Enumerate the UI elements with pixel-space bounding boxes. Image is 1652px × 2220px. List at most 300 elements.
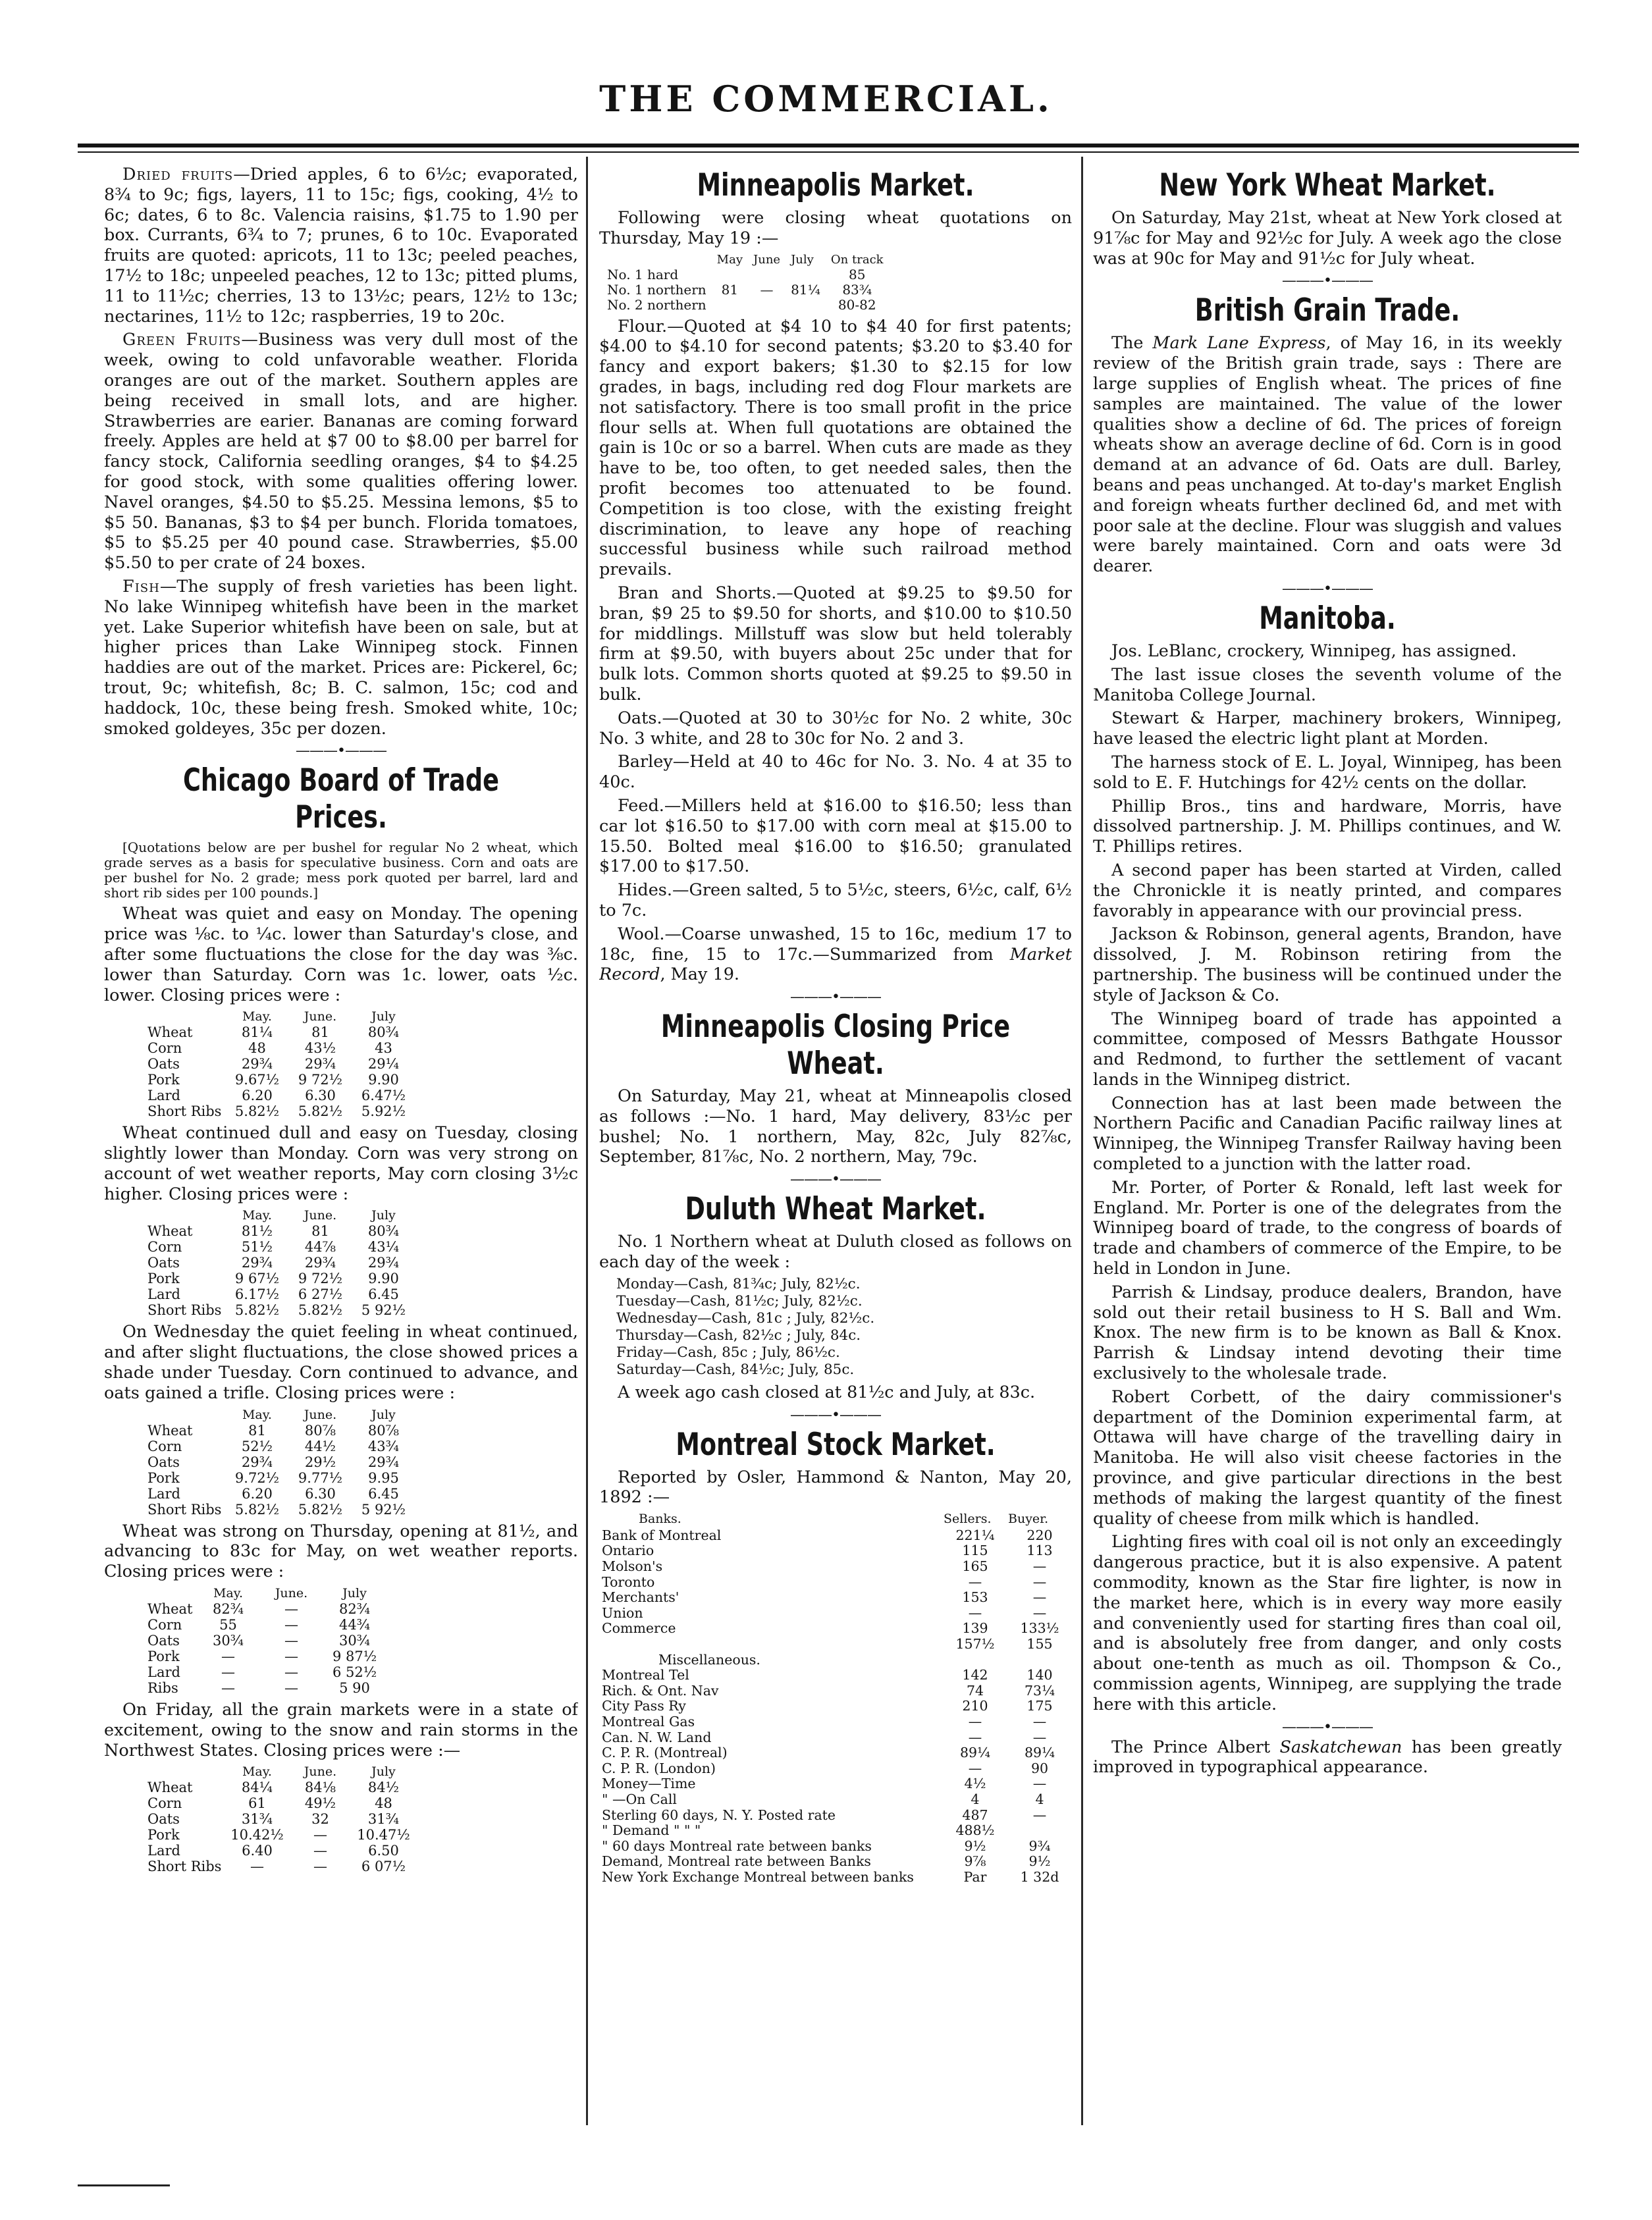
price-june: — (284, 1633, 298, 1649)
green-fruits-label: Green Fruits (122, 330, 242, 350)
sellers-price: — (968, 1760, 982, 1776)
security-name: " Demand " " " (602, 1822, 701, 1839)
bran-paragraph: Bran and Shorts.—Quoted at $9.25 to $9.50 for bran, $9 25 to $9.50 for shorts, and $10.00 to $10.50 for middlings. Millstuff was slow but held tolerably firm at $9.50, with buyers about 25c under that for bulk lots. Common shorts quoted at $9.25 to $9.50 in bulk. (599, 583, 1072, 704)
separator: ———•——— (790, 1171, 881, 1188)
sellers-price: — (968, 1573, 982, 1590)
table-row (144, 1843, 415, 1859)
price-may: 9.72½ (234, 1469, 280, 1486)
sellers-price: 221¼ (955, 1527, 995, 1543)
manitoba-item: The harness stock of E. L. Joyal, Winnipeg, has been sold to E. F. Hutchings for 42½ cents on the dollar. (1093, 752, 1562, 793)
buyer-price: — (1032, 1604, 1047, 1621)
separator: ———•——— (790, 989, 881, 1006)
table-row (144, 1271, 415, 1286)
dried-fruits-label: Dried fruits (122, 165, 234, 184)
duluth-intro: No. 1 Northern wheat at Duluth closed as follows on each day of the week : (599, 1232, 1072, 1273)
new-york-paragraph: On Saturday, May 21st, wheat at New York closed at 91⅞c for May and 92½c for July. A week ago the close was at 90c for May and 91½c for July wheat. (1093, 208, 1562, 269)
prince-pre: The Prince Albert (1111, 1737, 1271, 1757)
price-june: — (760, 281, 774, 298)
table-row (602, 298, 889, 313)
buyer-price: 73¼ (1025, 1682, 1055, 1699)
price-may: 6.20 (242, 1088, 273, 1104)
security-name: " —On Call (602, 1791, 677, 1807)
duluth-day: Monday—Cash, 81¾c; July, 82½c. (616, 1275, 861, 1292)
buyer-price: 89¼ (1025, 1745, 1055, 1761)
price-table-header (144, 1764, 415, 1780)
column-divider-right (1081, 157, 1083, 2125)
price-june: — (284, 1617, 298, 1633)
sellers-price: 74 (966, 1682, 984, 1699)
price-may: 61 (248, 1795, 266, 1812)
sellers-price: 4 (971, 1791, 980, 1807)
british-text: , of May 16, in its weekly review of the British grain trade, says : There are large supplies of English wheat. The prices of fine samples are maintained. The value of the lower qualities show a decline of 6d. The prices of foreign wheats show an average decline of 6d. Corn is in good demand at an advance of 6d. Oats are dull. Barley, beans and peas unchanged. At to-day's market English and foreign wheats further declined 6d, and met with poor sale at the decline. Flour was sluggish and values were barely maintained. Corn and oats were 3d dearer. (1093, 333, 1562, 577)
sellers-price: 89¼ (960, 1745, 990, 1761)
price-july: 80⅞ (367, 1422, 399, 1439)
buyer-price: 113 (1026, 1543, 1053, 1559)
security-name: Rich. & Ont. Nav (602, 1682, 719, 1699)
buyer-price: — (1032, 1573, 1047, 1590)
feed-paragraph: Feed.—Millers held at $16.00 to $16.50; less than car lot $16.50 to $17.00 with corn meal at $15.00 to 15.50. Bolted meal $16.00 to $16.50; granulated $17.00 to $17.50. (599, 795, 1072, 877)
price-june: 9.77½ (298, 1469, 343, 1486)
price-july (786, 267, 826, 282)
table-row (144, 1223, 415, 1239)
chicago-note: [Quotations below are per bushel for regular No 2 wheat, which grade serves as a basis for speculative business. Corn and oats are per bushel for No. 2 grade; mess pork quoted per barrel, lard and short rib sides per 100 pounds.] (104, 839, 578, 901)
price-may: 51½ (241, 1239, 273, 1255)
wool-date: , May 19. (660, 965, 740, 985)
price-table-corner (144, 1009, 225, 1024)
fish-paragraph (104, 577, 578, 739)
sellers-price: 4½ (964, 1776, 986, 1792)
green-fruits-paragraph (104, 330, 578, 573)
sellers-price: 9½ (964, 1837, 986, 1854)
minneapolis-closing-paragraph: On Saturday, May 21, wheat at Minneapolis closed as follows :—No. 1 hard, May delivery, 83½c per bushel; No. 1 northern, May, 82c, July 82⅞c, September, 81⅞c, No. 2 northern, May, 79c. (599, 1086, 1072, 1167)
commodity-name: Corn (147, 1795, 182, 1812)
table-row (144, 1056, 415, 1072)
commodity-name: Pork (147, 1271, 180, 1287)
price-july: 9 87½ (332, 1649, 377, 1665)
sellers-price: — (968, 1729, 982, 1745)
montreal-table-header (599, 1511, 1072, 1528)
price-july: 5 90 (339, 1680, 370, 1697)
table-row (599, 1606, 1072, 1622)
month-header: May. (242, 1407, 272, 1422)
british-paper-name: Mark Lane Express (1152, 333, 1326, 354)
sellers-price: 210 (962, 1698, 988, 1714)
hides-paragraph: Hides.—Green salted, 5 to 5½c, steers, 6½c, calf, 6½ to 7c. (599, 880, 1072, 920)
table-row (144, 1470, 415, 1486)
british-paragraph (1093, 333, 1562, 577)
buyer-price: 90 (1030, 1760, 1049, 1776)
security-name: Money—Time (602, 1776, 696, 1792)
price-june: 81 (311, 1024, 329, 1041)
table-row (144, 1286, 415, 1302)
separator: ———•——— (790, 1406, 881, 1423)
price-june: 43½ (304, 1040, 336, 1057)
table-row (144, 1072, 415, 1088)
price-july: 29¼ (367, 1056, 399, 1072)
table-row (144, 1633, 386, 1649)
table-row (599, 1745, 1072, 1761)
table-row (599, 1854, 1072, 1870)
price-track: 83¾ (842, 281, 872, 298)
security-name: Commerce (602, 1620, 676, 1637)
price-june: 29½ (304, 1454, 336, 1470)
duluth-day: Friday—Cash, 85c ; July, 86½c. (616, 1344, 840, 1361)
thursday-prices-table (144, 1585, 386, 1696)
minneapolis-col-header: On track (830, 252, 884, 267)
table-row (599, 1699, 1072, 1714)
commodity-name: Oats (147, 1056, 180, 1072)
minneapolis-intro: Following were closing wheat quotations on Thursday, May 19 :— (599, 208, 1072, 248)
month-header: July (342, 1586, 367, 1601)
price-july: 9.90 (368, 1271, 399, 1287)
price-july: 6.47½ (361, 1088, 406, 1104)
tuesday-paragraph: Wheat continued dull and easy on Tuesday, closing slightly lower than Monday. Corn was very strong on account of wet weather reports, May corn closing 3½c higher. Closing prices were : (104, 1123, 578, 1204)
price-may (712, 298, 748, 313)
table-row (144, 1024, 415, 1040)
price-may: 6.20 (242, 1485, 273, 1502)
table-row (144, 1502, 415, 1518)
footer-rule (78, 2184, 170, 2186)
buyer-price: 140 (1026, 1667, 1053, 1683)
price-may: 81½ (241, 1223, 273, 1240)
table-row (144, 1827, 415, 1843)
table-row (144, 1617, 386, 1633)
duluth-day: Thursday—Cash, 82½c ; July, 84c. (616, 1327, 861, 1344)
month-header: June. (304, 1407, 337, 1422)
duluth-day: Saturday—Cash, 84½c; July, 85c. (616, 1361, 855, 1378)
table-row (144, 1423, 415, 1439)
price-july: 31¾ (367, 1811, 399, 1828)
price-table-corner (144, 1585, 197, 1601)
manitoba-item: Mr. Porter, of Porter & Ronald, left last week for England. Mr. Porter is one of the delegrates from the Winnipeg board of trade, to the congress of boards of trade and chambers of commerce of the Empire, to be held in London in June. (1093, 1177, 1562, 1279)
price-july: 84½ (367, 1780, 399, 1796)
price-june: 29¾ (304, 1255, 336, 1271)
buyer-price: 155 (1026, 1636, 1053, 1652)
price-june: 6 27½ (298, 1286, 343, 1303)
price-july: 5.92½ (361, 1103, 406, 1120)
month-header: July (371, 1208, 396, 1223)
price-june: — (284, 1680, 298, 1697)
table-row (599, 1683, 1072, 1699)
security-name: Can. N. W. Land (602, 1729, 712, 1745)
table-row (599, 1575, 1072, 1591)
price-june: — (313, 1843, 327, 1859)
montreal-stock-table (599, 1511, 1072, 1885)
duluth-day-list (616, 1276, 1072, 1379)
commodity-name: Oats (147, 1633, 180, 1649)
price-may: 29¾ (241, 1255, 273, 1271)
price-june (748, 267, 786, 282)
commodity-name: Wheat (147, 1223, 193, 1240)
price-table-header (144, 1207, 415, 1223)
montreal-col-header: Banks. (639, 1512, 681, 1527)
wool-source: Market Record (599, 944, 1072, 985)
buyer-price: — (1032, 1713, 1047, 1730)
duluth-close: A week ago cash closed at 81½c and July, at 83c. (618, 1382, 1036, 1402)
price-june: 29¾ (304, 1056, 336, 1072)
thursday-paragraph: Wheat was strong on Thursday, opening at 81½, and advancing to 83c for May, on wet weather reports. Closing prices were : (104, 1521, 578, 1582)
price-june: — (313, 1827, 327, 1843)
sellers-price: 488½ (955, 1822, 995, 1839)
commodity-name: Lard (147, 1664, 180, 1681)
commodity-name: Short Ribs (147, 1859, 222, 1875)
price-june: 5.82½ (298, 1501, 343, 1518)
wool-text: Wool.—Coarse unwashed, 15 to 16c, medium 17 to 18c, fine, 15 to 17c.—Summarized from (599, 924, 1072, 965)
month-header: May. (242, 1208, 272, 1223)
price-june: 49½ (304, 1795, 336, 1812)
table-row (144, 1486, 415, 1502)
table-row (144, 1780, 415, 1795)
price-july: 10.47½ (357, 1827, 410, 1843)
misc-label: Miscellaneous. (658, 1651, 760, 1668)
security-name: Molson's (602, 1558, 663, 1575)
friday-paragraph: On Friday, all the grain markets were in a state of excitement, owing to the snow and rain storms in the Northwest States. Closing prices were :— (104, 1700, 578, 1760)
table-row (144, 1040, 415, 1056)
price-may: 48 (248, 1040, 266, 1057)
manitoba-item: Parrish & Lindsay, produce dealers, Brandon, have sold out their retail business to H S. Ball and Wm. Knox. The new firm is to be known as Ball & Knox. Parrish & Lindsay intend devoting their time exclusively to the wholesale trade. (1093, 1282, 1562, 1384)
buyer-price (1007, 1823, 1072, 1839)
oats-paragraph: Oats.—Quoted at 30 to 30½c for No. 2 white, 30c No. 3 white, and 28 to 30c for No. 2 and 3. (599, 708, 1072, 749)
price-may (712, 267, 748, 282)
montreal-col-header: Sellers. (944, 1512, 992, 1527)
masthead-rule-thick (78, 144, 1579, 147)
table-row (144, 1103, 415, 1119)
price-july (786, 298, 826, 313)
minneapolis-corner (602, 252, 712, 267)
montreal-heading: Montreal Stock Market. (676, 1426, 996, 1463)
month-header: May. (213, 1586, 244, 1601)
dried-fruits-paragraph (104, 165, 578, 327)
month-header: July (371, 1009, 396, 1024)
month-header: May. (242, 1009, 272, 1024)
security-name: New York Exchange Montreal between banks (602, 1868, 914, 1885)
price-july: 5 92½ (361, 1302, 406, 1319)
month-header: June. (275, 1586, 308, 1601)
price-june: 5.82½ (298, 1103, 343, 1120)
commodity-name: Short Ribs (147, 1103, 222, 1120)
price-may: 10.42½ (230, 1827, 284, 1843)
price-july: 9.95 (368, 1469, 399, 1486)
manitoba-item: Jackson & Robinson, general agents, Brandon, have dissolved, J. M. Robinson retiring from the partnership. The business will be continued under the style of Jackson & Co. (1093, 924, 1562, 1005)
price-may: — (250, 1859, 264, 1875)
table-row (144, 1664, 386, 1680)
price-july: 5 92½ (361, 1501, 406, 1518)
british-pre: The (1111, 333, 1144, 354)
commodity-name: Wheat (147, 1024, 193, 1041)
price-table-header (144, 1407, 415, 1423)
monday-prices-table (144, 1009, 415, 1119)
minneapolis-heading: Minneapolis Market. (697, 167, 974, 203)
price-may: 82¾ (212, 1601, 244, 1618)
price-june: — (313, 1859, 327, 1875)
table-row (599, 1637, 1072, 1652)
manitoba-item: Connection has at last been made between the Northern Pacific and Canadian Pacific railway lines at Winnipeg, the Winnipeg Transfer Railway having been completed to a junction with the latter road. (1093, 1093, 1562, 1175)
wednesday-paragraph: On Wednesday the quiet feeling in wheat continued, and after slight fluctuations, the close showed prices a shade under Tuesday. Corn continued to advance, and oats gained a trifle. Closing prices were : (104, 1322, 578, 1403)
month-header: June. (304, 1764, 337, 1780)
fish-label: Fish (122, 576, 160, 596)
grade-name: No. 2 northern (607, 296, 706, 313)
security-name: Union (602, 1604, 643, 1621)
separator: ———•——— (1282, 1718, 1373, 1735)
commodity-name: Corn (147, 1438, 182, 1454)
month-header: June. (304, 1009, 337, 1024)
price-may: — (221, 1680, 235, 1697)
security-name (599, 1637, 943, 1652)
table-row (144, 1439, 415, 1454)
sellers-price: 153 (962, 1589, 988, 1606)
misc-section-row (599, 1652, 1072, 1668)
commodity-name: Corn (147, 1040, 182, 1057)
table-row (599, 1823, 1072, 1839)
price-june: — (284, 1664, 298, 1681)
price-july: 6.45 (368, 1485, 399, 1502)
price-may: 30¾ (212, 1633, 244, 1649)
price-may: 29¾ (241, 1454, 273, 1470)
sellers-price: 487 (962, 1807, 988, 1823)
fish-text: —The supply of fresh varieties has been light. No lake Winnipeg whitefish have been in the market yet. Lake Superior whitefish have been on sale, but at higher prices than Lake Winnipeg stock. Finnen haddies are out of the market. Prices are: Pickerel, 6c; trout, 9c; whitefish, 8c; B. C. salmon, 15c; cod and haddock, 10c, these being fresh. Smoked white, 10c; smoked goldeyes, 35c per dozen. (104, 576, 578, 739)
manitoba-item: Lighting fires with coal oil is not only an exceedingly dangerous practice, but it is also expensive. A patent commodity, known as the Star fire lighter, is now in the market here, which is in every way more easily and conveniently used for starting fires than coal oil, and is absolutely free from danger, and only costs about one-tenth as much as oil. Thompson & Co., commission agents, Winnipeg, are supplying the trade here with this article. (1093, 1532, 1562, 1714)
duluth-day: Tuesday—Cash, 81½c; July, 82½c. (616, 1292, 863, 1309)
price-july: 29¾ (367, 1255, 399, 1271)
dried-fruits-text: —Dried apples, 6 to 6½c; evaporated, 8¾ to 9c; figs, layers, 11 to 15c; figs, cooking, 4½ to 6c; dates, 6 to 8c. Valencia raisins, $1.75 to 1.90 per box. Currants, 6¾ to 7; prunes, 6 to 10c. Evaporated fruits are quoted: apricots, 11 to 13c; peeled peaches, 17½ to 18c; unpeeled peaches, 12 to 13c; pitted plums, 11 to 11½c; cherries, 13 to 13½c; pears, 12½ to 13c; nectarines, 11½ to 12c; raspberries, 19 to 20c. (104, 165, 578, 327)
price-may: 31¾ (241, 1811, 273, 1828)
commodity-name: Oats (147, 1454, 180, 1470)
price-june (748, 298, 786, 313)
chicago-heading: Chicago Board of Trade Prices. (183, 762, 499, 836)
table-row (599, 1668, 1072, 1683)
price-june: — (284, 1649, 298, 1665)
price-may: — (221, 1664, 235, 1681)
commodity-name: Oats (147, 1255, 180, 1271)
table-row (599, 1559, 1072, 1575)
price-may: 5.82½ (234, 1302, 280, 1319)
table-row (599, 1776, 1072, 1792)
price-table-corner (144, 1764, 225, 1780)
sellers-price: Par (963, 1868, 987, 1885)
commodity-name: Lard (147, 1485, 180, 1502)
month-header: July (371, 1764, 396, 1780)
price-table-corner (144, 1407, 225, 1423)
montreal-col-header: Buyer. (1008, 1512, 1049, 1527)
buyer-price: 4 (1035, 1791, 1044, 1807)
price-july: 43¾ (367, 1438, 399, 1454)
table-row (599, 1621, 1072, 1637)
commodity-name: Short Ribs (147, 1302, 222, 1319)
price-may: 5.82½ (234, 1501, 280, 1518)
buyer-price: — (1032, 1807, 1047, 1823)
manitoba-item: The Winnipeg board of trade has appointed a committee, composed of Messrs Bathgate Houssor and Redmond, to further the settlement of vacant lands in the Winnipeg district. (1093, 1009, 1562, 1090)
column-divider-left (586, 157, 588, 2125)
price-may: 9 67½ (234, 1271, 280, 1287)
price-may: 81 (721, 281, 739, 298)
prince-albert-paragraph (1093, 1737, 1562, 1778)
manitoba-item: Stewart & Harper, machinery brokers, Winnipeg, have leased the electric light plant at Morden. (1093, 708, 1562, 749)
grade-name: No. 1 hard (607, 266, 679, 282)
table-row (144, 1680, 386, 1696)
manitoba-item: Phillip Bros., tins and hardware, Morris, have dissolved partnership. J. M. Phillips continues, and W. T. Phillips retires. (1093, 796, 1562, 857)
price-may: 81¼ (241, 1024, 273, 1041)
price-may: 81 (248, 1422, 266, 1439)
commodity-name: Corn (147, 1617, 182, 1633)
masthead-rule-thin (78, 151, 1579, 153)
price-july: 43 (375, 1040, 392, 1057)
column-left (104, 165, 578, 2140)
tuesday-prices-table (144, 1207, 415, 1318)
commodity-name: Oats (147, 1811, 180, 1828)
table-row (599, 1714, 1072, 1730)
manitoba-item: The last issue closes the seventh volume of the Manitoba College Journal. (1093, 664, 1562, 705)
table-row (599, 1730, 1072, 1746)
wednesday-prices-table (144, 1407, 415, 1518)
separator: ———•——— (1282, 273, 1373, 290)
price-june: 44⅞ (304, 1239, 336, 1255)
table-row (144, 1649, 386, 1664)
table-row (144, 1454, 415, 1470)
security-name: Montreal Tel (602, 1667, 689, 1683)
price-july: 6 52½ (332, 1664, 377, 1681)
sellers-price: 157½ (955, 1636, 995, 1652)
buyer-price: 175 (1026, 1698, 1053, 1714)
masthead: THE COMMERCIAL. (599, 78, 1053, 120)
price-july: 6.50 (368, 1843, 399, 1859)
table-row (144, 1811, 415, 1827)
security-name: " 60 days Montreal rate between banks (602, 1837, 872, 1854)
buyer-price: 9¾ (1028, 1837, 1051, 1854)
minneapolis-col-header: June (753, 252, 781, 267)
montreal-intro: Reported by Osler, Hammond & Nanton, May 20, 1892 :— (599, 1467, 1072, 1508)
buyer-price: 9½ (1028, 1853, 1051, 1870)
price-july: 81¼ (791, 281, 820, 298)
barley-paragraph: Barley—Held at 40 to 46c for No. 3. No. 4 at 35 to 40c. (599, 752, 1072, 793)
price-may: 52½ (241, 1438, 273, 1454)
price-may: 55 (219, 1617, 237, 1633)
price-july: 80¾ (367, 1223, 399, 1240)
table-row (144, 1239, 415, 1255)
commodity-name: Wheat (147, 1422, 193, 1439)
buyer-price: 220 (1026, 1527, 1053, 1543)
table-row (599, 1792, 1072, 1808)
table-row (602, 282, 889, 298)
grade-name: No. 1 northern (607, 281, 706, 298)
commodity-name: Short Ribs (147, 1501, 222, 1518)
price-july: 6.45 (368, 1286, 399, 1303)
manitoba-item: Robert Corbett, of the dairy commissioner's department of the Dominion experimental farm, at Ottawa will have charge of the travelling dairy in Manitoba. He will also visit cheese factories in the province, and give particular directions in the best methods of making the largest quantity of the finest quality of cheese from milk which is handled. (1093, 1387, 1562, 1529)
price-july: 82¾ (338, 1601, 371, 1618)
table-row (144, 1859, 415, 1874)
price-july: 80¾ (367, 1024, 399, 1041)
price-june: 32 (311, 1811, 329, 1828)
minneapolis-col-header: May (716, 252, 743, 267)
column-right (1093, 165, 1562, 2140)
price-june: 9 72½ (298, 1271, 343, 1287)
sellers-price: 142 (962, 1667, 988, 1683)
buyer-price: — (1032, 1558, 1047, 1575)
column-middle (599, 165, 1072, 2140)
table-row (599, 1839, 1072, 1855)
wool-paragraph (599, 924, 1072, 985)
security-name: C. P. R. (Montreal) (602, 1745, 728, 1761)
security-name: Toronto (602, 1573, 655, 1590)
price-track: 85 (849, 266, 866, 282)
price-track: 80-82 (838, 296, 876, 313)
commodity-name: Corn (147, 1239, 182, 1255)
price-may: 9.67½ (234, 1072, 280, 1088)
security-name: Merchants' (602, 1589, 679, 1606)
price-june: 81 (311, 1223, 329, 1240)
new-york-heading: New York Wheat Market. (1159, 167, 1496, 203)
price-july: 9.90 (368, 1072, 399, 1088)
table-row (599, 1528, 1072, 1544)
